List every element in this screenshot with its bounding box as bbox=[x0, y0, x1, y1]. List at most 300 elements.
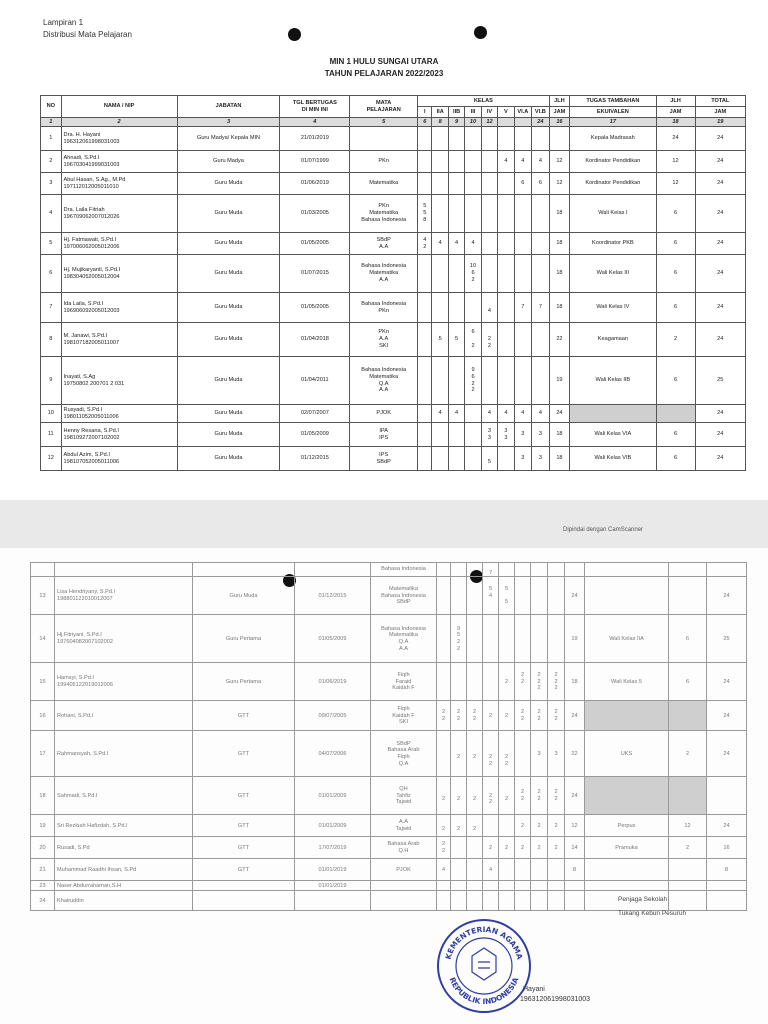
row-kelas bbox=[437, 891, 451, 911]
row-kelas bbox=[548, 731, 565, 777]
teacher-name: Muhammad Raadhi Ihsan, S.Pd bbox=[57, 866, 137, 873]
row-kelas bbox=[483, 577, 499, 615]
row-kelas bbox=[451, 615, 467, 663]
row-kelas bbox=[465, 447, 481, 471]
row-kelas bbox=[432, 405, 448, 423]
row-kelas-value: 2 bbox=[472, 753, 477, 760]
row-kelas-value bbox=[515, 593, 530, 600]
row-kelas bbox=[418, 405, 432, 423]
row-kelas-value bbox=[467, 566, 482, 573]
row-kelas-value bbox=[467, 593, 482, 600]
row-kelas-value bbox=[449, 158, 464, 165]
row-kelas bbox=[451, 777, 467, 815]
row-kelas bbox=[467, 777, 483, 815]
row-kelas bbox=[467, 577, 483, 615]
row-kelas bbox=[498, 357, 514, 405]
row-tugas bbox=[585, 563, 669, 577]
row-kelas-value: 2 bbox=[472, 825, 477, 832]
row-kelas bbox=[451, 731, 467, 777]
row-kelas bbox=[499, 731, 515, 777]
row-jam: 2 bbox=[669, 837, 707, 859]
row-kelas-value: 2 bbox=[554, 671, 558, 678]
row-jabatan: Guru Muda bbox=[177, 323, 280, 357]
row-kelas bbox=[515, 563, 531, 577]
row-jlh: 18 bbox=[549, 195, 570, 233]
row-kelas-value: 3 bbox=[538, 455, 542, 462]
table-row bbox=[31, 837, 747, 859]
row-mapel-value: A.A bbox=[379, 387, 389, 394]
row-kelas bbox=[531, 615, 548, 663]
row-kelas-value bbox=[465, 210, 480, 217]
row-kelas bbox=[515, 701, 531, 731]
row-no: 5 bbox=[41, 233, 62, 255]
row-kelas bbox=[498, 423, 514, 447]
row-tgl: 02/07/2007 bbox=[280, 405, 350, 423]
row-kelas bbox=[532, 233, 550, 255]
teacher-name: Hj.Fitriyani, S.Pd.I bbox=[57, 632, 102, 639]
row-kelas-value: 2 bbox=[441, 795, 446, 802]
signature-name: Hayani bbox=[523, 986, 545, 993]
row-tgl: 01/12/2015 bbox=[295, 577, 371, 615]
col-number: 24 bbox=[532, 118, 550, 127]
row-total: 24 bbox=[695, 293, 745, 323]
row-kelas-value bbox=[483, 636, 498, 643]
row-kelas-value: 2 bbox=[537, 685, 541, 692]
table-row bbox=[31, 731, 747, 777]
signature-nip: 196312061998031003 bbox=[520, 996, 591, 1003]
row-no: 18 bbox=[31, 777, 55, 815]
col-number: 4 bbox=[280, 118, 350, 127]
row-kelas bbox=[532, 293, 550, 323]
row-kelas-value bbox=[499, 898, 514, 905]
row-kelas-value bbox=[451, 566, 466, 573]
row-kelas bbox=[465, 195, 481, 233]
row-jabatan: Guru Pertama bbox=[193, 663, 295, 701]
col-jlh: JLH bbox=[549, 96, 570, 107]
teacher-name: Dra. H. Hayani bbox=[63, 131, 101, 138]
table-row bbox=[31, 577, 747, 615]
row-kelas-value bbox=[515, 867, 530, 874]
row-kelas-value bbox=[418, 431, 431, 438]
row-kelas bbox=[448, 127, 464, 151]
row-kelas-value: 5 bbox=[504, 585, 509, 592]
row-jlh: 18 bbox=[549, 447, 570, 471]
row-kelas bbox=[532, 151, 550, 173]
row-kelas-value bbox=[418, 336, 431, 343]
row-tgl: 01/05/2009 bbox=[280, 423, 350, 447]
row-kelas-value: 2 bbox=[472, 715, 477, 722]
row-kelas bbox=[432, 233, 448, 255]
row-kelas-value: 7 bbox=[538, 304, 542, 311]
row-kelas bbox=[448, 255, 464, 293]
row-tgl: 01/05/2005 bbox=[280, 233, 350, 255]
row-kelas-value bbox=[499, 867, 514, 874]
row-kelas-value bbox=[432, 180, 447, 187]
col-number: 1 bbox=[41, 118, 62, 127]
row-jam: 6 bbox=[656, 293, 695, 323]
row-kelas bbox=[483, 563, 499, 577]
teacher-nip: 198011052005011006 bbox=[63, 413, 119, 420]
table-row bbox=[41, 357, 746, 405]
row-kelas-value bbox=[437, 679, 450, 686]
row-no: 8 bbox=[41, 323, 62, 357]
row-kelas bbox=[467, 663, 483, 701]
teacher-nip: 198107052005011006 bbox=[63, 458, 120, 465]
row-kelas bbox=[437, 859, 451, 881]
row-kelas-value: 2 bbox=[504, 712, 509, 719]
row-kelas-value: 5 bbox=[488, 585, 493, 592]
row-mapel-value: IPA bbox=[379, 427, 388, 434]
row-kelas bbox=[465, 127, 481, 151]
row-jlh: 24 bbox=[565, 777, 585, 815]
table-row bbox=[31, 815, 747, 837]
row-kelas-value: 2 bbox=[504, 760, 509, 767]
row-kelas bbox=[548, 815, 565, 837]
row-kelas bbox=[437, 615, 451, 663]
row-name bbox=[55, 815, 193, 837]
row-mapel-value: PKn bbox=[378, 158, 389, 165]
row-mapel bbox=[371, 615, 437, 663]
row-mapel-value: SBdP bbox=[396, 599, 411, 606]
row-name bbox=[61, 405, 177, 423]
row-kelas-value: 3 bbox=[537, 750, 541, 757]
col-tgl-1: TGL BERTUGAS bbox=[292, 99, 337, 106]
teacher-name: Inayati, S.Ag bbox=[63, 373, 96, 380]
row-kelas-value: 2 bbox=[441, 825, 446, 832]
row-kelas-value: 5 bbox=[455, 336, 459, 343]
row-jabatan bbox=[193, 881, 295, 891]
row-mapel-value bbox=[350, 135, 417, 142]
row-kelas bbox=[437, 701, 451, 731]
teacher-name: Dra. Laila Fitriah bbox=[63, 206, 105, 213]
row-tugas: Wali Kelas 5 bbox=[585, 663, 669, 701]
row-no: 14 bbox=[31, 615, 55, 663]
row-tugas: Keagamaan bbox=[570, 323, 656, 357]
row-kelas-value bbox=[449, 304, 464, 311]
col-number: 9 bbox=[448, 118, 464, 127]
row-kelas bbox=[448, 293, 464, 323]
row-kelas-value: 8 bbox=[423, 216, 427, 223]
row-tugas: Wali Kelas IV bbox=[570, 293, 656, 323]
row-kelas bbox=[532, 357, 550, 405]
row-jlh bbox=[565, 891, 585, 911]
row-kelas bbox=[499, 815, 515, 837]
row-kelas-value bbox=[498, 270, 513, 277]
row-jam bbox=[669, 881, 707, 891]
row-kelas bbox=[498, 323, 514, 357]
row-jabatan: Guru Pertama bbox=[193, 615, 295, 663]
row-mapel bbox=[371, 563, 437, 577]
row-kelas bbox=[448, 447, 464, 471]
row-mapel bbox=[350, 127, 418, 151]
header-line-1: Lampiran 1 bbox=[43, 18, 84, 27]
teacher-name: Henny Resana, S.Pd.I bbox=[63, 427, 119, 434]
row-kelas bbox=[515, 891, 531, 911]
row-kelas bbox=[483, 891, 499, 911]
col-number: 8 bbox=[432, 118, 448, 127]
row-kelas-value bbox=[482, 301, 497, 308]
row-kelas-value bbox=[451, 845, 466, 852]
row-kelas-value bbox=[532, 210, 549, 217]
footer-line-2: Tukang Kebun Pesuruh bbox=[618, 910, 687, 917]
row-jlh bbox=[549, 127, 570, 151]
row-total: 24 bbox=[707, 663, 747, 701]
table-row bbox=[31, 663, 747, 701]
row-total: 24 bbox=[707, 577, 747, 615]
row-kelas-value: 4 bbox=[423, 236, 427, 243]
row-kelas bbox=[499, 777, 515, 815]
row-kelas-value bbox=[499, 672, 514, 679]
row-name bbox=[55, 731, 193, 777]
row-kelas-value bbox=[483, 823, 498, 830]
row-mapel bbox=[350, 357, 418, 405]
row-tgl: 17/07/2019 bbox=[295, 837, 371, 859]
row-kelas-value: 2 bbox=[520, 844, 525, 851]
row-jabatan: GTT bbox=[193, 859, 295, 881]
row-total: 24 bbox=[707, 731, 747, 777]
row-kelas bbox=[499, 663, 515, 701]
row-kelas bbox=[531, 859, 548, 881]
row-jlh: 18 bbox=[549, 233, 570, 255]
row-kelas bbox=[514, 323, 531, 357]
title-line-2: TAHUN PELAJARAN 2022/2023 bbox=[324, 69, 444, 78]
row-tgl: 01/04/2011 bbox=[280, 357, 350, 405]
row-jam: 6 bbox=[656, 423, 695, 447]
row-kelas-value bbox=[515, 636, 530, 643]
row-jam: 24 bbox=[656, 127, 695, 151]
row-kelas bbox=[548, 563, 565, 577]
teacher-name: Hamsyi, S.Pd.I bbox=[57, 675, 94, 682]
row-kelas-value: 2 bbox=[554, 789, 558, 796]
col-jam: JAM bbox=[549, 107, 570, 118]
row-kelas-value bbox=[449, 377, 464, 384]
row-kelas-value bbox=[449, 431, 464, 438]
row-kelas-value: 2 bbox=[441, 715, 446, 722]
row-jam: 6 bbox=[656, 195, 695, 233]
row-kelas-value bbox=[437, 883, 450, 890]
row-kelas-value: 2 bbox=[520, 789, 525, 796]
row-tugas: Wali Kelas VIA bbox=[570, 423, 656, 447]
row-kelas bbox=[448, 233, 464, 255]
col-kelas-3: III bbox=[465, 107, 481, 118]
teacher-nip: 197604082007102002 bbox=[57, 638, 113, 645]
row-kelas-value bbox=[515, 898, 530, 905]
row-mapel bbox=[371, 701, 437, 731]
row-name bbox=[61, 323, 177, 357]
row-tugas: Kepala Madrasah bbox=[570, 127, 656, 151]
table-row bbox=[31, 563, 747, 577]
row-jabatan: Guru Madya/ Kepala MIN bbox=[177, 127, 280, 151]
row-kelas-value bbox=[437, 819, 450, 826]
row-kelas bbox=[451, 563, 467, 577]
row-kelas bbox=[514, 127, 531, 151]
row-name bbox=[55, 701, 193, 731]
row-jabatan: GTT bbox=[193, 701, 295, 731]
row-kelas-value: 2 bbox=[554, 715, 558, 722]
row-tugas bbox=[585, 701, 669, 731]
row-kelas-value bbox=[482, 135, 497, 142]
row-kelas bbox=[448, 173, 464, 195]
row-kelas-value bbox=[451, 789, 466, 796]
row-kelas-value: 2 bbox=[520, 795, 525, 802]
row-kelas bbox=[515, 615, 531, 663]
row-mapel-value: Matematika bbox=[389, 585, 418, 592]
row-kelas-value: 2 bbox=[488, 844, 493, 851]
row-kelas-value bbox=[548, 636, 564, 643]
row-kelas-value: 2 bbox=[456, 645, 461, 652]
table-row bbox=[41, 233, 746, 255]
row-kelas bbox=[481, 233, 497, 255]
row-kelas-value bbox=[531, 867, 547, 874]
row-kelas-value: 4 bbox=[487, 307, 492, 314]
row-no: 11 bbox=[41, 423, 62, 447]
row-kelas bbox=[465, 357, 481, 405]
row-kelas bbox=[451, 701, 467, 731]
table-row bbox=[41, 195, 746, 233]
row-kelas-value bbox=[418, 410, 431, 417]
table-row bbox=[41, 447, 746, 471]
row-kelas-value bbox=[432, 158, 447, 165]
row-name bbox=[55, 663, 193, 701]
table-row bbox=[41, 127, 746, 151]
row-kelas-value: 4 bbox=[438, 410, 442, 417]
row-kelas-value bbox=[432, 304, 447, 311]
row-name bbox=[55, 837, 193, 859]
row-mapel bbox=[371, 577, 437, 615]
row-kelas bbox=[498, 447, 514, 471]
row-kelas bbox=[531, 881, 548, 891]
row-tugas bbox=[570, 405, 656, 423]
col-number: 6 bbox=[418, 118, 432, 127]
row-kelas bbox=[514, 195, 531, 233]
row-kelas-value: 6 bbox=[521, 180, 525, 187]
teacher-name: Rahmansyah, S.Pd.I bbox=[57, 750, 109, 757]
col-number: 12 bbox=[481, 118, 497, 127]
teacher-nip: 19750802 200701 2 031 bbox=[63, 380, 125, 387]
row-kelas-value bbox=[532, 270, 549, 277]
row-kelas bbox=[548, 615, 565, 663]
row-kelas-value bbox=[499, 747, 514, 754]
row-kelas-value bbox=[418, 377, 431, 384]
row-jabatan: Guru Muda bbox=[193, 577, 295, 615]
row-kelas-value bbox=[532, 240, 549, 247]
row-name bbox=[55, 881, 193, 891]
row-kelas-value bbox=[499, 593, 514, 600]
row-no: 24 bbox=[31, 891, 55, 911]
row-mapel-value: PJOK bbox=[376, 410, 391, 417]
row-mapel-value: A.A bbox=[379, 243, 389, 250]
row-kelas-value bbox=[498, 240, 513, 247]
row-kelas bbox=[499, 701, 515, 731]
row-mapel-value: PKn bbox=[378, 203, 389, 210]
row-kelas-value bbox=[467, 845, 482, 852]
row-kelas-value: 2 bbox=[471, 276, 475, 283]
row-kelas-value bbox=[482, 180, 497, 187]
row-kelas bbox=[481, 357, 497, 405]
teacher-name: Rohani, S.Pd.I bbox=[57, 712, 94, 719]
row-mapel bbox=[350, 323, 418, 357]
table-row bbox=[31, 615, 747, 663]
emblem-icon bbox=[472, 948, 496, 980]
row-no: 1 bbox=[41, 127, 62, 151]
row-kelas bbox=[499, 577, 515, 615]
row-kelas bbox=[465, 255, 481, 293]
row-jlh: 19 bbox=[549, 357, 570, 405]
row-kelas-value bbox=[498, 180, 513, 187]
row-total: 24 bbox=[695, 323, 745, 357]
row-kelas-value: 2 bbox=[504, 678, 509, 685]
row-kelas-value bbox=[418, 180, 431, 187]
row-kelas-value: 4 bbox=[538, 158, 542, 165]
row-kelas-value: 2 bbox=[423, 243, 427, 250]
row-jabatan: Guru Muda bbox=[177, 447, 280, 471]
row-mapel bbox=[350, 447, 418, 471]
row-kelas bbox=[437, 881, 451, 891]
row-kelas bbox=[483, 815, 499, 837]
row-jabatan: Guru Muda bbox=[177, 405, 280, 423]
row-kelas bbox=[515, 859, 531, 881]
row-kelas bbox=[467, 881, 483, 891]
teacher-name: Hj. Fatmawati, S.Pd.I bbox=[63, 236, 117, 243]
row-kelas bbox=[448, 423, 464, 447]
row-kelas-value bbox=[482, 210, 497, 217]
row-kelas bbox=[515, 881, 531, 891]
row-kelas-value: 3 bbox=[504, 427, 508, 434]
row-jlh: 18 bbox=[565, 663, 585, 701]
row-kelas-value: 2 bbox=[520, 671, 525, 678]
col-kelas-2: IIB bbox=[448, 107, 464, 118]
row-mapel-value: Bahasa Indonesia bbox=[361, 300, 407, 307]
row-kelas bbox=[465, 173, 481, 195]
row-tugas bbox=[585, 777, 669, 815]
row-kelas-value bbox=[499, 883, 514, 890]
teacher-name: Naser Abdurrahaman,S.H bbox=[57, 882, 122, 889]
row-mapel-value: Matematika bbox=[369, 373, 399, 380]
row-kelas bbox=[437, 731, 451, 777]
row-kelas bbox=[532, 195, 550, 233]
row-mapel-value: PKn bbox=[378, 329, 389, 336]
row-jlh: 8 bbox=[565, 859, 585, 881]
row-tgl: 01/05/2009 bbox=[295, 615, 371, 663]
row-kelas bbox=[465, 323, 481, 357]
row-kelas bbox=[481, 447, 497, 471]
table-row bbox=[41, 405, 746, 423]
row-kelas-value bbox=[482, 240, 497, 247]
row-kelas-value: 2 bbox=[488, 792, 493, 799]
row-kelas bbox=[465, 151, 481, 173]
row-kelas-value: 2 bbox=[471, 380, 475, 387]
row-kelas-value bbox=[432, 431, 447, 438]
row-kelas-value: 2 bbox=[554, 795, 558, 802]
row-kelas bbox=[532, 405, 550, 423]
row-kelas-value: 2 bbox=[537, 795, 541, 802]
row-kelas-value bbox=[548, 593, 564, 600]
row-kelas-value: 7 bbox=[488, 569, 493, 576]
row-mapel bbox=[371, 891, 437, 911]
col-number: 17 bbox=[570, 118, 656, 127]
row-tugas: Wali Kelas I bbox=[570, 195, 656, 233]
row-kelas bbox=[531, 837, 548, 859]
row-name bbox=[61, 423, 177, 447]
table-row bbox=[31, 859, 747, 881]
row-mapel-value: Bahasa Indonesia bbox=[381, 566, 426, 573]
distribution-table-page-2 bbox=[30, 562, 747, 911]
row-kelas-value: 10 bbox=[469, 263, 477, 270]
row-kelas-value bbox=[467, 679, 482, 686]
row-jabatan: Guru Muda bbox=[177, 293, 280, 323]
row-kelas-value bbox=[498, 377, 513, 384]
row-kelas-value: 2 bbox=[456, 753, 461, 760]
